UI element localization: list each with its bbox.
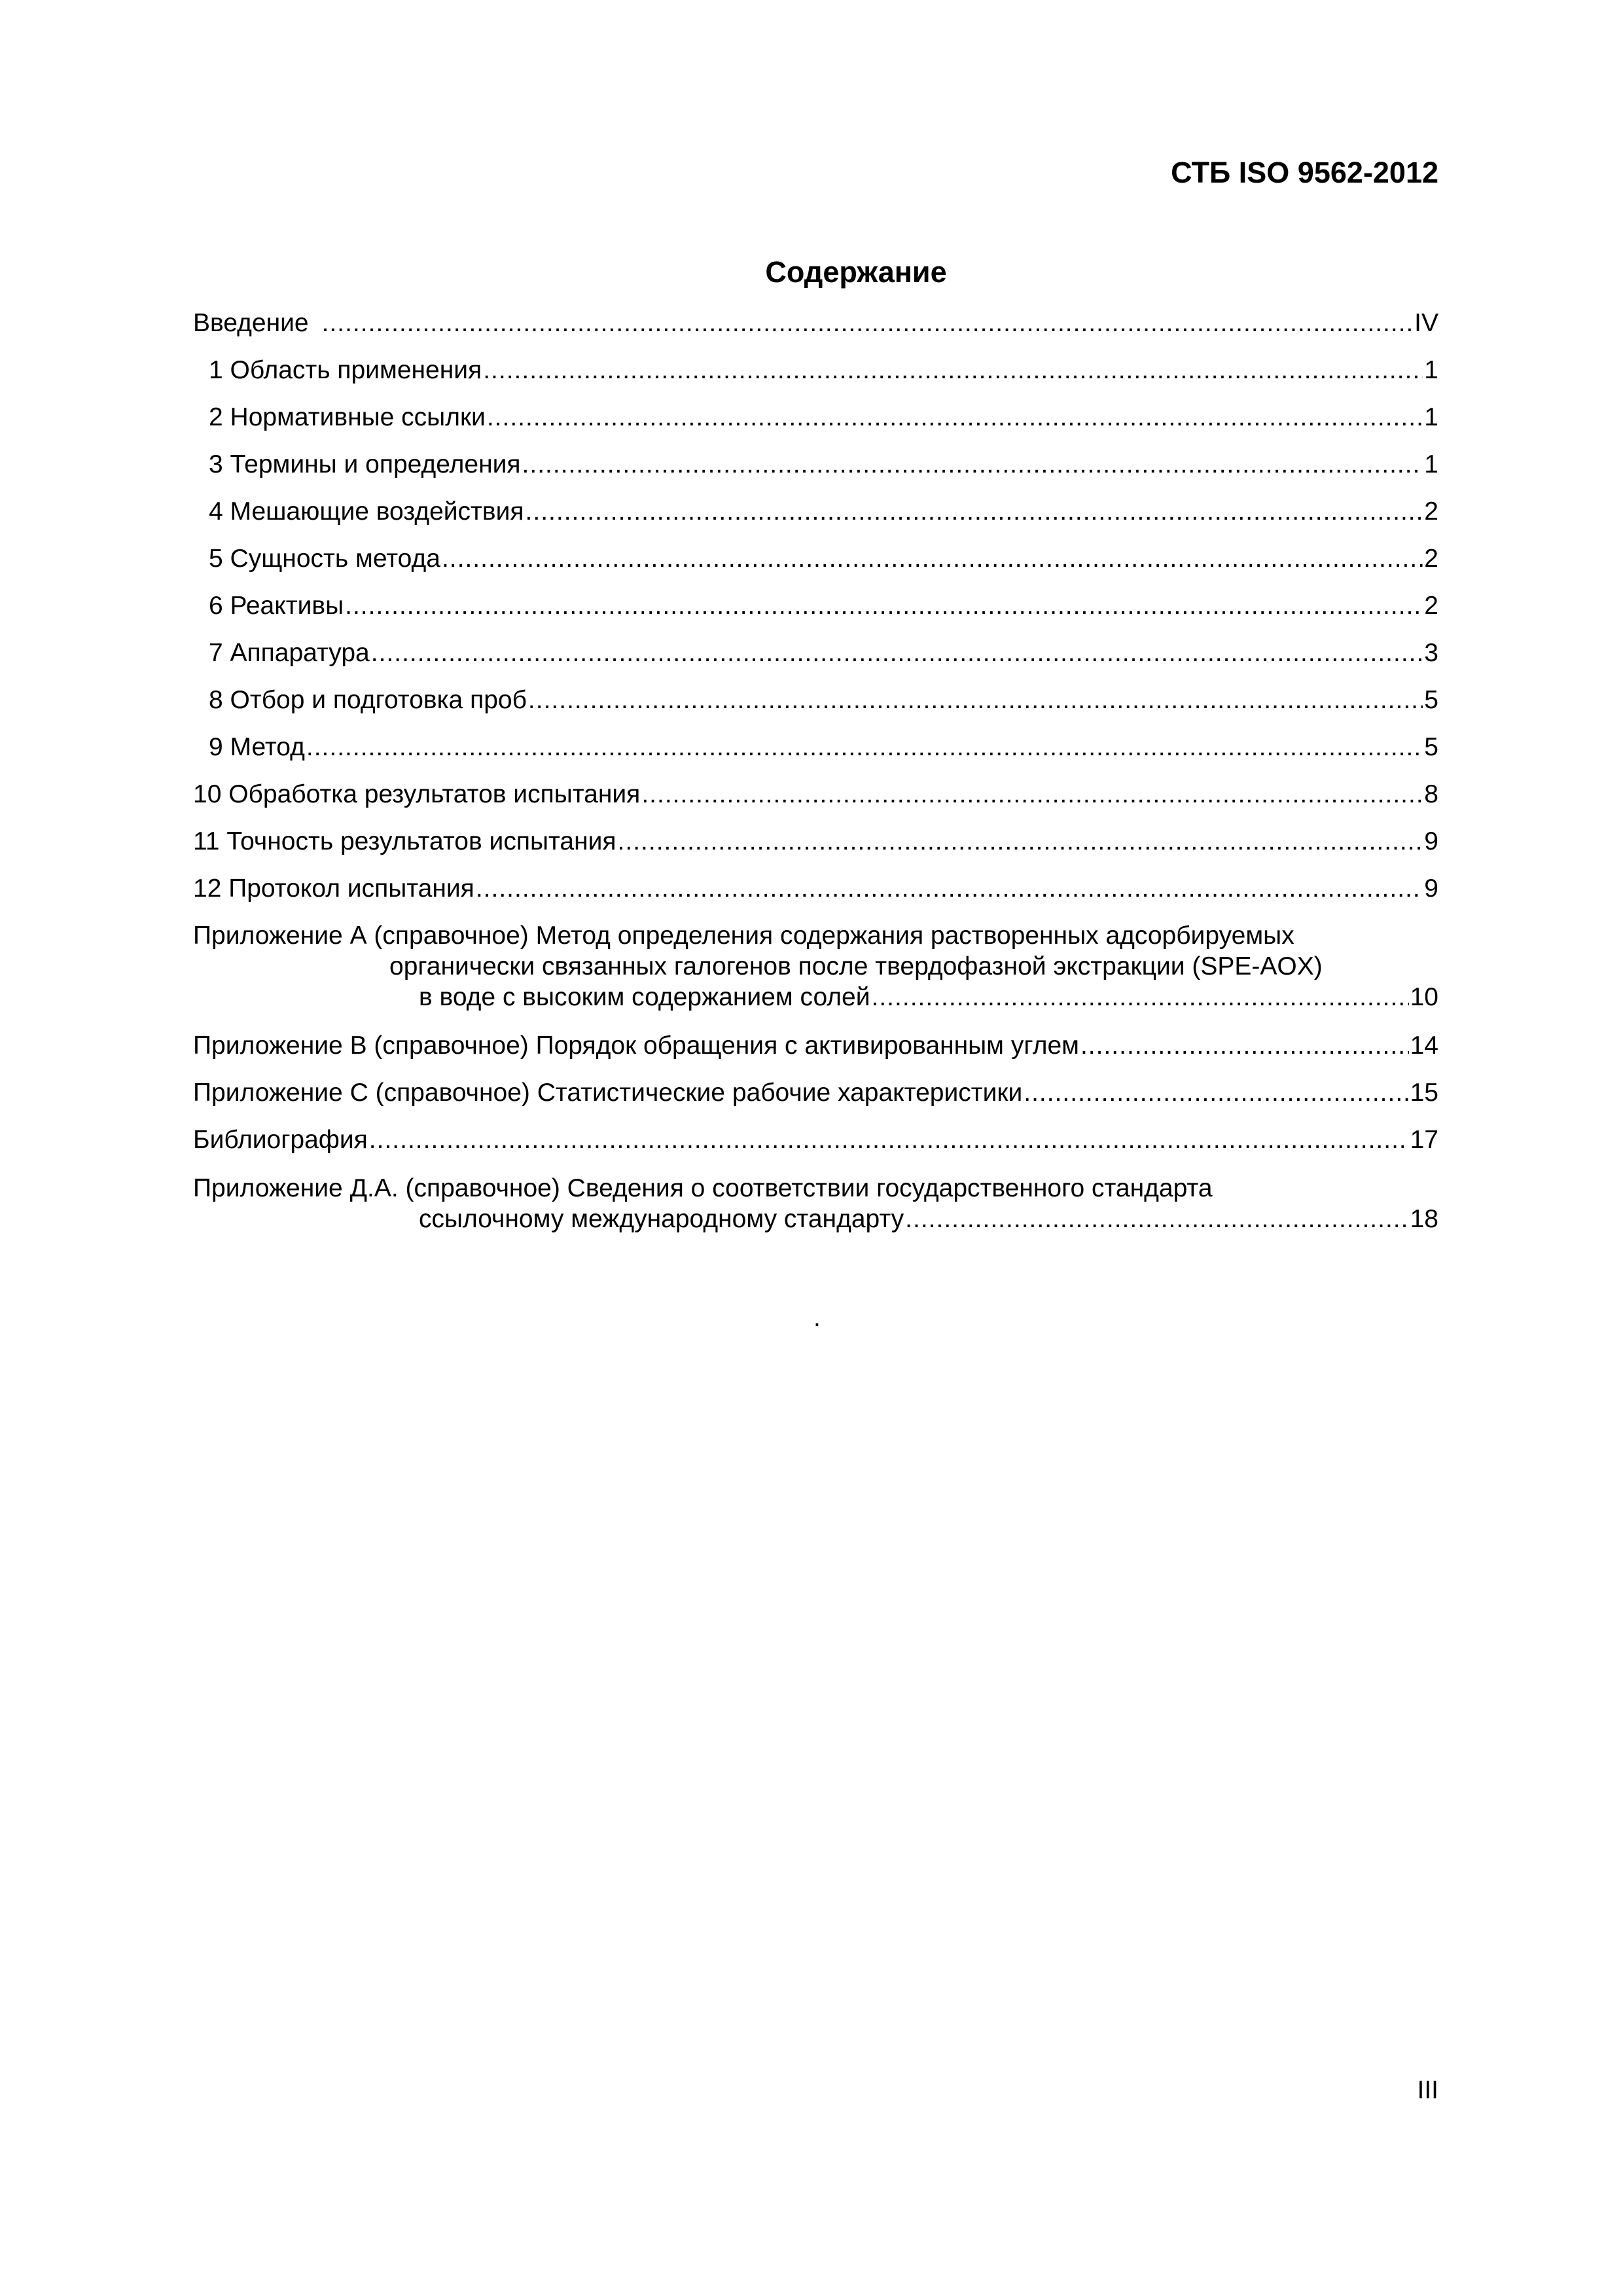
toc-entry-page: 17 xyxy=(1410,1126,1438,1154)
toc-entry-label: Приложение С (справочное) Статистические рабочие характеристики xyxy=(193,1079,1023,1107)
toc-entry-annex-da[interactable] xyxy=(193,1173,1438,1234)
toc-entry-page: 5 xyxy=(1424,686,1438,714)
toc-entry-label: 6 Реактивы xyxy=(209,592,344,620)
toc-entry-section-11[interactable] xyxy=(193,826,1438,857)
toc-entry-label: 2 Нормативные ссылки xyxy=(209,403,486,431)
dot-leader xyxy=(322,308,1414,338)
dot-leader xyxy=(522,449,1423,480)
toc-entry-section-1[interactable] xyxy=(209,355,1438,386)
toc-entry-label: 5 Сущность метода xyxy=(209,545,440,573)
toc-entry-introduction[interactable] xyxy=(193,308,1438,338)
dot-leader xyxy=(306,732,1423,762)
toc-entry-page: 3 xyxy=(1424,639,1438,667)
dot-leader xyxy=(371,637,1423,668)
dot-leader xyxy=(872,982,1409,1013)
toc-entry-page: 1 xyxy=(1424,450,1438,478)
toc-entry-annex-b[interactable] xyxy=(193,1030,1438,1061)
toc-entry-section-8[interactable] xyxy=(209,685,1438,715)
toc-entry-label-line-2: ссылочному международному стандарту xyxy=(419,1205,904,1233)
toc-entry-label-line-1: Приложение А (справочное) Метод определения содержания растворенных адсорбируемых xyxy=(193,922,1294,950)
dot-leader xyxy=(369,1124,1409,1155)
toc-entry-page: 15 xyxy=(1410,1079,1438,1107)
toc-entry-section-2[interactable] xyxy=(209,402,1438,433)
stray-mark: . xyxy=(813,1304,821,1332)
toc-entry-section-5[interactable] xyxy=(209,543,1438,574)
dot-leader xyxy=(618,826,1423,857)
dot-leader xyxy=(442,543,1423,574)
dot-leader xyxy=(1024,1077,1408,1108)
toc-entry-label: 7 Аппаратура xyxy=(209,639,370,667)
toc-entry-label-line-1: Приложение Д.А. (справочное) Сведения о соответствии государственного стандарта xyxy=(193,1174,1213,1202)
toc-entry-page: 2 xyxy=(1424,497,1438,526)
toc-entry-section-9[interactable] xyxy=(209,732,1438,762)
toc-entry-page: 9 xyxy=(1424,874,1438,903)
toc-entry-label: 12 Протокол испытания xyxy=(193,874,474,903)
toc-entry-section-7[interactable] xyxy=(209,637,1438,668)
dot-leader xyxy=(476,873,1423,904)
document-code: СТБ ISO 9562-2012 xyxy=(1171,156,1438,189)
toc-title: Содержание xyxy=(765,255,947,289)
toc-entry-page: 1 xyxy=(1424,356,1438,384)
toc-entry-section-3[interactable] xyxy=(209,449,1438,480)
toc-entry-page: 5 xyxy=(1424,733,1438,761)
dot-leader xyxy=(905,1204,1408,1234)
dot-leader xyxy=(345,590,1423,621)
toc-entry-page: IV xyxy=(1414,309,1438,337)
toc-entry-bibliography[interactable] xyxy=(193,1124,1438,1155)
toc-entry-label: 3 Термины и определения xyxy=(209,450,521,478)
dot-leader xyxy=(528,685,1423,715)
toc-entry-section-12[interactable] xyxy=(193,873,1438,904)
dot-leader xyxy=(487,402,1423,433)
toc-entry-label: Введение xyxy=(193,309,309,337)
toc-entry-page: 14 xyxy=(1410,1031,1438,1060)
dot-leader xyxy=(526,496,1423,527)
toc-entry-section-4[interactable] xyxy=(209,496,1438,527)
toc-entry-label: 4 Мешающие воздействия xyxy=(209,497,524,526)
dot-leader xyxy=(641,779,1423,810)
toc-entry-annex-c[interactable] xyxy=(193,1077,1438,1108)
toc-entry-label-line-3: в воде с высоким содержанием солей xyxy=(419,983,870,1011)
toc-entry-page: 8 xyxy=(1424,780,1438,808)
toc-entry-label-line-2: органически связанных галогенов после твердофазной экстракции (SPE-AOX) xyxy=(389,952,1323,980)
page-number: III xyxy=(1417,2076,1438,2104)
toc-entry-page: 2 xyxy=(1424,592,1438,620)
toc-entry-section-6[interactable] xyxy=(209,590,1438,621)
toc-entry-annex-a[interactable] xyxy=(193,920,1438,1013)
toc-entry-label: 11 Точность результатов испытания xyxy=(193,827,616,855)
toc-entry-page: 10 xyxy=(1410,983,1438,1011)
toc-entry-label: 9 Метод xyxy=(209,733,305,761)
toc-entry-page: 9 xyxy=(1424,827,1438,855)
toc-entry-label: 8 Отбор и подготовка проб xyxy=(209,686,527,714)
toc-entry-label: 10 Обработка результатов испытания xyxy=(193,780,641,808)
toc-entry-label: Приложение В (справочное) Порядок обращения с активированным углем xyxy=(193,1031,1079,1060)
toc-entry-label: Библиография xyxy=(193,1126,368,1154)
toc-entry-page: 1 xyxy=(1424,403,1438,431)
toc-entry-label: 1 Область применения xyxy=(209,356,482,384)
toc-entry-page: 2 xyxy=(1424,545,1438,573)
dot-leader xyxy=(1080,1030,1409,1061)
toc-entry-section-10[interactable] xyxy=(193,779,1438,810)
toc-entry-page: 18 xyxy=(1410,1205,1438,1233)
dot-leader xyxy=(483,355,1423,386)
